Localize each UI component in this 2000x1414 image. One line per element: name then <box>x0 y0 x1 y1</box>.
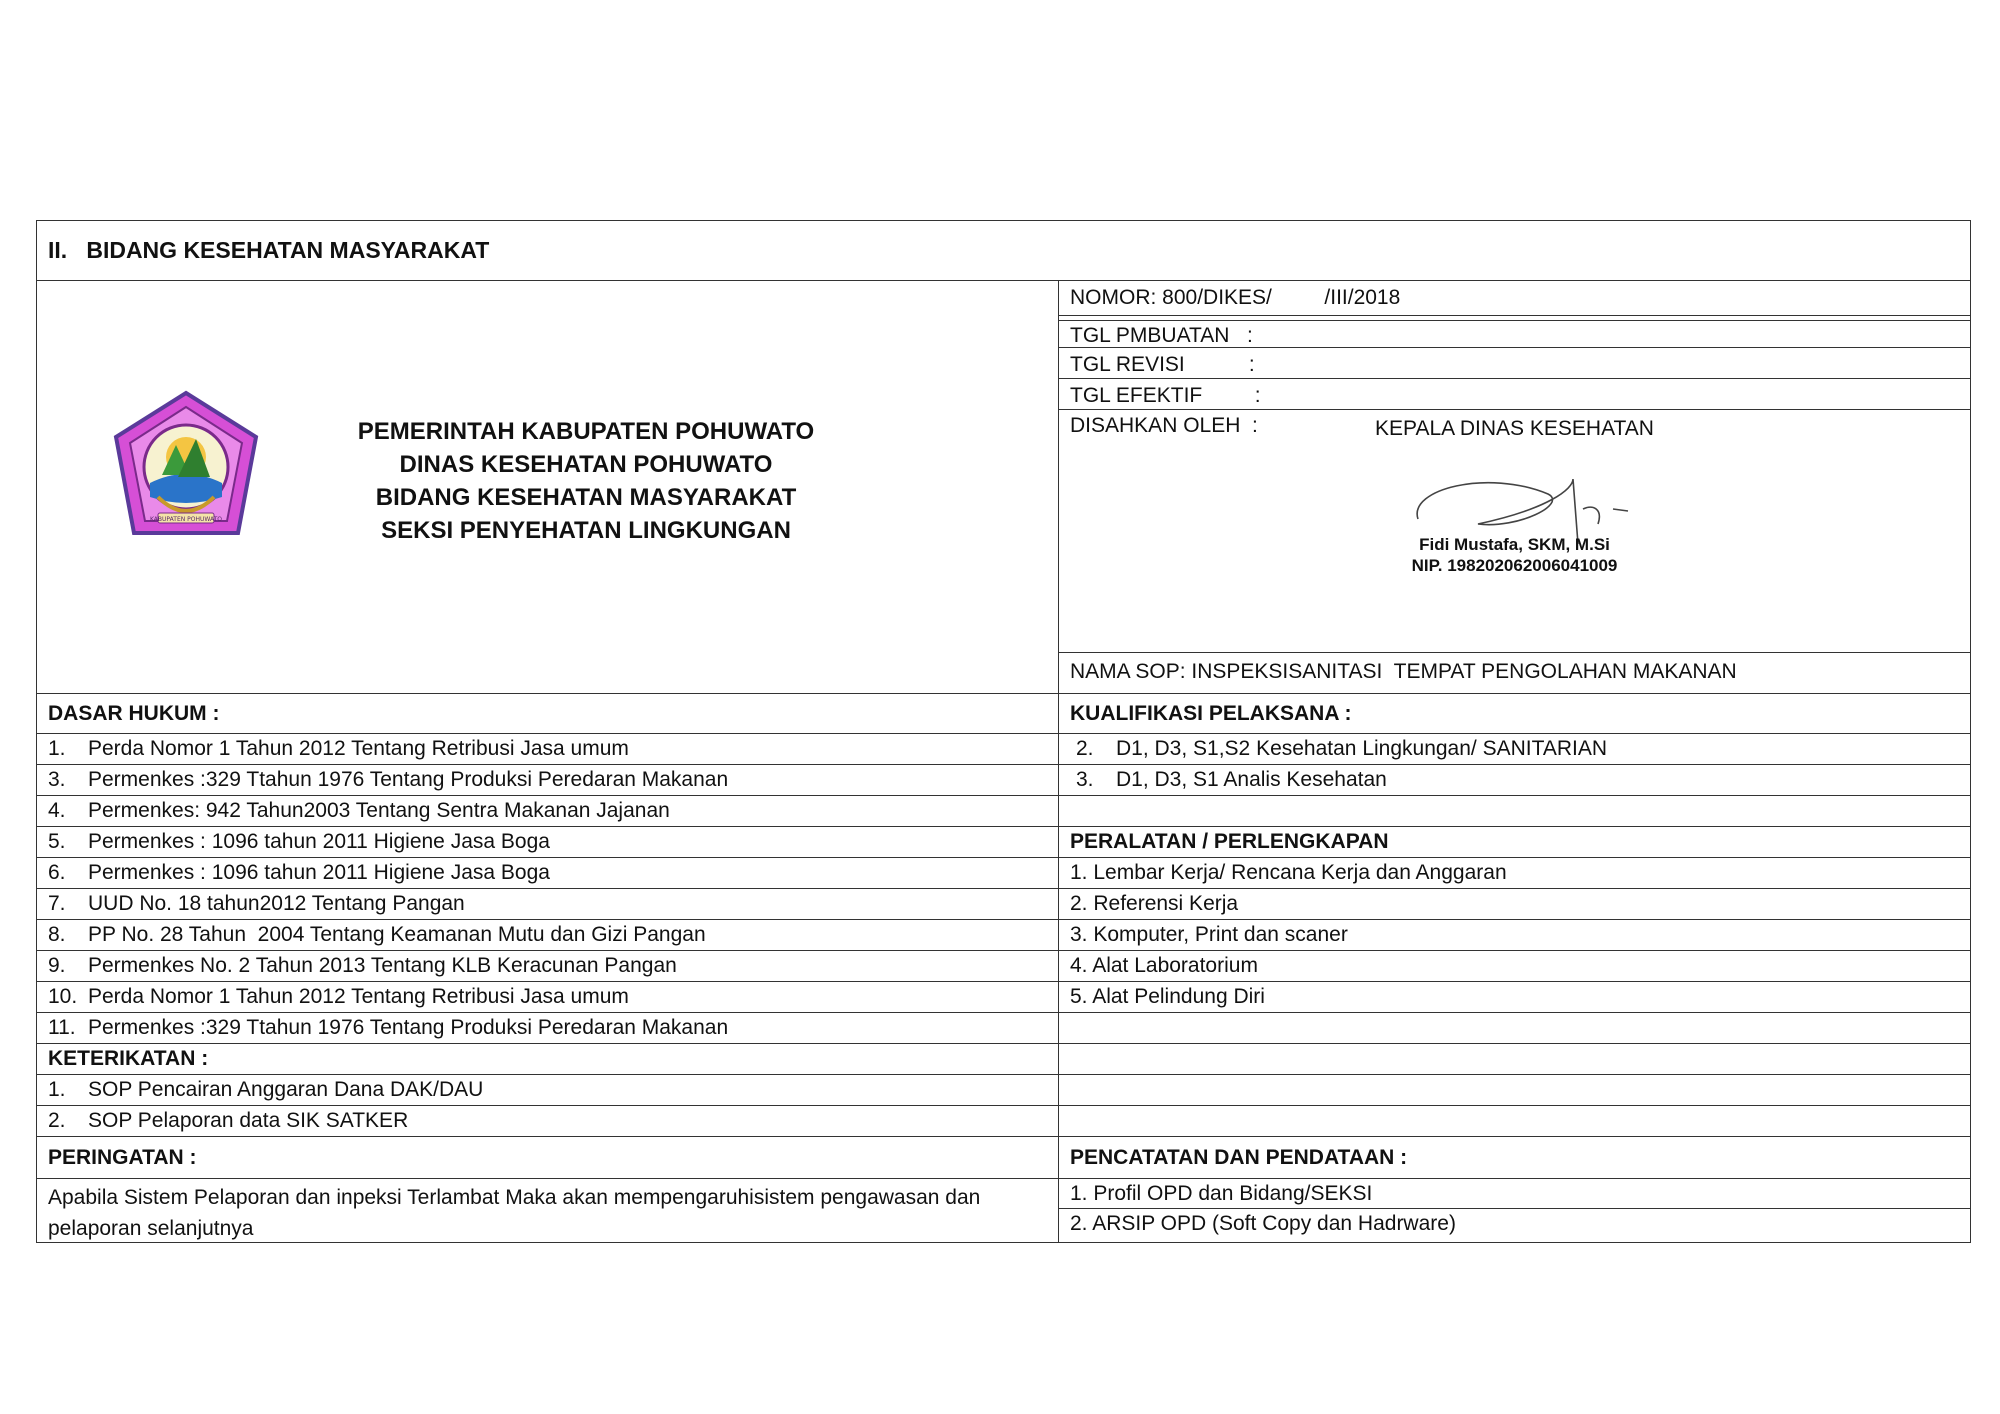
dasar-hukum-item: 10. Perda Nomor 1 Tahun 2012 Tentang Retribusi Jasa umum <box>48 985 629 1008</box>
pencatatan-item: 1. Profil OPD dan Bidang/SEKSI <box>1070 1182 1373 1205</box>
agency-line: DINAS KESEHATAN POHUWATO <box>399 451 773 478</box>
rule <box>1058 320 1971 321</box>
keterikatan-item: 1. SOP Pencairan Anggaran Dana DAK/DAU <box>48 1078 484 1101</box>
tgl-efektif-field: TGL EFEKTIF : <box>1070 384 1261 407</box>
rule <box>36 950 1971 951</box>
rule <box>36 1043 1971 1044</box>
tgl-pembuatan-field: TGL PMBUATAN : <box>1070 324 1253 347</box>
rule <box>36 693 1971 694</box>
rule <box>36 888 1971 889</box>
peralatan-title: PERALATAN / PERLENGKAPAN <box>1070 830 1389 853</box>
rule <box>1058 652 1971 653</box>
peralatan-item: 2. Referensi Kerja <box>1070 892 1239 915</box>
disahkan-field: DISAHKAN OLEH : <box>1070 414 1258 437</box>
rule <box>36 857 1971 858</box>
signer <box>1058 534 1971 576</box>
keterikatan-title: KETERIKATAN : <box>48 1047 209 1070</box>
signer-name: Fidi Mustafa, SKM, M.Si <box>1419 535 1610 554</box>
pencatatan-title: PENCATATAN DAN PENDATAAN : <box>1070 1146 1408 1169</box>
rule <box>36 733 1971 734</box>
rule <box>36 1178 1971 1179</box>
sop-document <box>36 220 1971 1243</box>
peralatan-item: 1. Lembar Kerja/ Rencana Kerja dan Anggaran <box>1070 861 1507 884</box>
signer-nip: NIP. 198202062006041009 <box>1411 556 1618 575</box>
dasar-hukum-item: 1. Perda Nomor 1 Tahun 2012 Tentang Retribusi Jasa umum <box>48 737 629 760</box>
rule <box>36 826 1971 827</box>
keterikatan-item: 2. SOP Pelaporan data SIK SATKER <box>48 1109 409 1132</box>
rule <box>1058 315 1971 316</box>
rule <box>1058 378 1971 379</box>
agency-line: BIDANG KESEHATAN MASYARAKAT <box>375 484 797 511</box>
agency-header <box>276 415 896 547</box>
dasar-hukum-item: 4. Permenkes: 942 Tahun2003 Tentang Sentra Makanan Jajanan <box>48 799 670 822</box>
dasar-hukum-item: 7. UUD No. 18 tahun2012 Tentang Pangan <box>48 892 465 915</box>
agency-line: SEKSI PENYEHATAN LINGKUNGAN <box>381 517 791 544</box>
rule <box>36 795 1971 796</box>
dasar-hukum-item: 11. Permenkes :329 Ttahun 1976 Tentang Produksi Peredaran Makanan <box>48 1016 729 1039</box>
peringatan-text: Apabila Sistem Pelaporan dan inpeksi Terlambat Maka akan mempengaruhisistem pengawasan dan pelaporan selanjutnya <box>48 1186 981 1240</box>
kualifikasi-item: 3. D1, D3, S1 Analis Kesehatan <box>1076 768 1387 791</box>
tgl-revisi-field: TGL REVISI : <box>1070 353 1255 376</box>
rule <box>36 280 1971 281</box>
dasar-hukum-item: 6. Permenkes : 1096 tahun 2011 Higiene Jasa Boga <box>48 861 550 884</box>
dasar-hukum-item: 8. PP No. 28 Tahun 2004 Tentang Keamanan Mutu dan Gizi Pangan <box>48 923 706 946</box>
peralatan-item: 3. Komputer, Print dan scaner <box>1070 923 1348 946</box>
dasar-hukum-item: 5. Permenkes : 1096 tahun 2011 Higiene Jasa Boga <box>48 830 550 853</box>
kepala-title: KEPALA DINAS KESEHATAN <box>1375 417 1654 440</box>
nomor-field: NOMOR: 800/DIKES/ /III/2018 <box>1070 286 1401 309</box>
rule <box>36 1105 1971 1106</box>
rule <box>36 1012 1971 1013</box>
rule <box>36 981 1971 982</box>
dasar-hukum-item: 9. Permenkes No. 2 Tahun 2013 Tentang KLB Keracunan Pangan <box>48 954 677 977</box>
peringatan-title: PERINGATAN : <box>48 1146 197 1169</box>
rule <box>36 764 1971 765</box>
section-title: II. BIDANG KESEHATAN MASYARAKAT <box>48 237 490 263</box>
svg-text:KABUPATEN POHUWATO: KABUPATEN POHUWATO <box>149 516 223 523</box>
agency-line: PEMERINTAH KABUPATEN POHUWATO <box>357 418 815 445</box>
nama-sop: NAMA SOP: INSPEKSISANITASI TEMPAT PENGOLAHAN MAKANAN <box>1070 660 1737 683</box>
rule <box>36 1136 1971 1137</box>
dasar-hukum-title: DASAR HUKUM : <box>48 702 220 725</box>
signature-block <box>1058 409 1971 652</box>
kualifikasi-item: 2. D1, D3, S1,S2 Kesehatan Lingkungan/ SANITARIAN <box>1076 737 1608 760</box>
pohuwato-logo <box>106 385 266 545</box>
peralatan-item: 4. Alat Laboratorium <box>1070 954 1258 977</box>
dasar-hukum-item: 3. Permenkes :329 Ttahun 1976 Tentang Produksi Peredaran Makanan <box>48 768 729 791</box>
kualifikasi-title: KUALIFIKASI PELAKSANA : <box>1070 702 1352 725</box>
pencatatan-item: 2. ARSIP OPD (Soft Copy dan Hadrware) <box>1070 1212 1456 1235</box>
peralatan-item: 5. Alat Pelindung Diri <box>1070 985 1265 1008</box>
rule <box>36 1074 1971 1075</box>
rule <box>1058 1208 1971 1209</box>
rule <box>36 919 1971 920</box>
